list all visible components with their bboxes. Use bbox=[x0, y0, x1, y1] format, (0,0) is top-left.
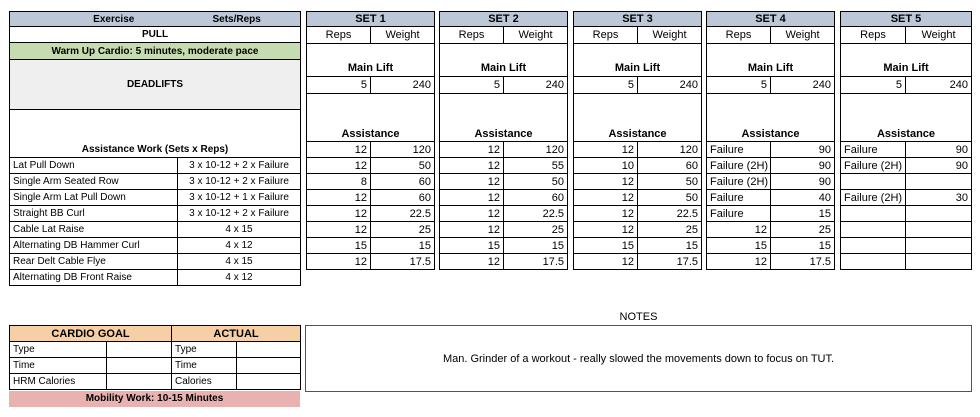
exercise-table bbox=[9, 11, 301, 286]
assistance-reps[interactable] bbox=[841, 174, 906, 190]
assistance-reps[interactable]: 12 bbox=[440, 142, 504, 158]
assistance-row bbox=[707, 254, 835, 270]
assistance-reps[interactable]: 15 bbox=[440, 238, 504, 254]
assistance-reps[interactable] bbox=[841, 254, 906, 270]
assistance-row bbox=[574, 238, 702, 254]
assistance-row bbox=[440, 222, 568, 238]
assistance-row bbox=[440, 158, 568, 174]
set-title: SET 5 bbox=[841, 12, 972, 27]
assistance-row bbox=[307, 222, 435, 238]
assistance-col-label: Assistance bbox=[307, 94, 435, 142]
main-lift-weight[interactable]: 240 bbox=[638, 77, 702, 94]
cardio-goal-header: CARDIO GOAL bbox=[10, 326, 172, 342]
assistance-reps[interactable]: 12 bbox=[440, 254, 504, 270]
assistance-weight[interactable]: 55 bbox=[504, 158, 568, 174]
goal-label: Type bbox=[10, 342, 107, 358]
assistance-weight[interactable]: 50 bbox=[371, 158, 435, 174]
assistance-row bbox=[440, 254, 568, 270]
assistance-weight[interactable]: 90 bbox=[771, 142, 835, 158]
weight-col-label: Weight bbox=[638, 27, 702, 44]
assistance-reps[interactable]: Failure (2H) bbox=[707, 158, 771, 174]
sets-reps-header: Sets/Reps bbox=[178, 12, 301, 27]
assistance-row bbox=[440, 238, 568, 254]
assistance-row bbox=[574, 254, 702, 270]
set-title: SET 4 bbox=[707, 12, 835, 27]
assistance-weight[interactable]: 120 bbox=[371, 142, 435, 158]
assistance-weight[interactable]: 25 bbox=[371, 222, 435, 238]
main-lift-weight[interactable]: 240 bbox=[504, 77, 568, 94]
main-lift-label: Main Lift bbox=[707, 61, 835, 77]
exercise-row bbox=[10, 222, 301, 238]
assistance-weight[interactable]: 25 bbox=[771, 222, 835, 238]
assistance-row bbox=[440, 174, 568, 190]
assistance-weight[interactable]: 90 bbox=[906, 158, 972, 174]
assistance-weight[interactable] bbox=[906, 254, 972, 270]
set-1-table bbox=[306, 11, 435, 270]
assistance-reps[interactable] bbox=[841, 206, 906, 222]
assistance-weight[interactable] bbox=[906, 206, 972, 222]
set-title: SET 2 bbox=[440, 12, 568, 27]
main-lift-reps[interactable]: 5 bbox=[707, 77, 771, 94]
main-lift-weight[interactable]: 240 bbox=[771, 77, 835, 94]
assistance-col-label: Assistance bbox=[841, 94, 972, 142]
assistance-row bbox=[307, 190, 435, 206]
actual-value[interactable] bbox=[237, 374, 301, 390]
assistance-row bbox=[307, 254, 435, 270]
assistance-reps[interactable]: 15 bbox=[574, 238, 638, 254]
exercise-name: Single Arm Seated Row bbox=[10, 174, 178, 190]
main-lift-label: Main Lift bbox=[440, 61, 568, 77]
assistance-weight[interactable]: 15 bbox=[771, 206, 835, 222]
actual-label: Calories bbox=[172, 374, 237, 390]
assistance-reps[interactable]: Failure bbox=[707, 142, 771, 158]
assistance-reps[interactable]: 12 bbox=[574, 142, 638, 158]
assistance-reps[interactable] bbox=[841, 222, 906, 238]
assistance-row bbox=[841, 222, 972, 238]
exercise-name: Rear Delt Cable Flye bbox=[10, 254, 178, 270]
assistance-weight[interactable]: 90 bbox=[906, 142, 972, 158]
actual-value[interactable] bbox=[237, 358, 301, 374]
assistance-row bbox=[707, 206, 835, 222]
exercise-row bbox=[10, 158, 301, 174]
assistance-reps[interactable]: 12 bbox=[574, 254, 638, 270]
assistance-reps[interactable]: 12 bbox=[574, 206, 638, 222]
assistance-row bbox=[574, 174, 702, 190]
assistance-reps[interactable]: 12 bbox=[440, 174, 504, 190]
assistance-reps[interactable]: 12 bbox=[307, 142, 371, 158]
assistance-row bbox=[307, 142, 435, 158]
main-lift-label: Main Lift bbox=[307, 61, 435, 77]
assistance-weight[interactable]: 15 bbox=[504, 238, 568, 254]
cardio-table bbox=[9, 325, 301, 390]
cardio-row bbox=[10, 358, 301, 374]
assistance-weight[interactable]: 90 bbox=[771, 174, 835, 190]
assistance-row bbox=[307, 174, 435, 190]
set-4-table bbox=[706, 11, 835, 270]
assistance-reps[interactable]: 15 bbox=[307, 238, 371, 254]
assistance-col-label: Assistance bbox=[440, 94, 568, 142]
assistance-weight[interactable]: 17.5 bbox=[771, 254, 835, 270]
assistance-col-label: Assistance bbox=[574, 94, 702, 142]
assistance-row bbox=[307, 238, 435, 254]
assistance-weight[interactable]: 22.5 bbox=[371, 206, 435, 222]
main-lift-name: DEADLIFTS bbox=[10, 60, 301, 110]
assistance-row bbox=[574, 190, 702, 206]
spacer bbox=[574, 44, 702, 61]
mobility-note: Mobility Work: 10-15 Minutes bbox=[9, 391, 300, 407]
main-lift-reps[interactable]: 5 bbox=[440, 77, 504, 94]
exercise-row bbox=[10, 174, 301, 190]
assistance-row bbox=[841, 158, 972, 174]
set-2-table bbox=[439, 11, 568, 270]
main-lift-reps[interactable]: 5 bbox=[841, 77, 906, 94]
set-title: SET 1 bbox=[307, 12, 435, 27]
assistance-row bbox=[440, 190, 568, 206]
assistance-reps[interactable]: 12 bbox=[440, 190, 504, 206]
weight-col-label: Weight bbox=[771, 27, 835, 44]
assistance-reps[interactable]: 12 bbox=[307, 206, 371, 222]
reps-col-label: Reps bbox=[574, 27, 638, 44]
assistance-reps[interactable]: 8 bbox=[307, 174, 371, 190]
assistance-reps[interactable]: 12 bbox=[440, 158, 504, 174]
assistance-reps[interactable]: 12 bbox=[307, 190, 371, 206]
set-3-table bbox=[573, 11, 702, 270]
exercise-name: Alternating DB Hammer Curl bbox=[10, 238, 178, 254]
exercise-name: Single Arm Lat Pull Down bbox=[10, 190, 178, 206]
assistance-weight[interactable]: 25 bbox=[638, 222, 702, 238]
assistance-reps[interactable]: 12 bbox=[440, 206, 504, 222]
assistance-row bbox=[307, 206, 435, 222]
exercise-scheme: 3 x 10-12 + 2 x Failure bbox=[178, 174, 301, 190]
assistance-weight[interactable]: 15 bbox=[771, 238, 835, 254]
exercise-scheme: 4 x 12 bbox=[178, 238, 301, 254]
assistance-row bbox=[574, 206, 702, 222]
spacer bbox=[841, 44, 972, 61]
exercise-row bbox=[10, 270, 301, 286]
reps-col-label: Reps bbox=[307, 27, 371, 44]
assistance-row bbox=[841, 254, 972, 270]
assistance-row bbox=[707, 158, 835, 174]
weight-col-label: Weight bbox=[371, 27, 435, 44]
exercise-row bbox=[10, 254, 301, 270]
assistance-reps[interactable]: 12 bbox=[707, 222, 771, 238]
assistance-weight[interactable]: 30 bbox=[906, 190, 972, 206]
weight-col-label: Weight bbox=[504, 27, 568, 44]
notes-text: Man. Grinder of a workout - really slowed the movements down to focus on TUT. bbox=[442, 352, 835, 365]
assistance-weight[interactable]: 50 bbox=[504, 174, 568, 190]
goal-value[interactable] bbox=[107, 342, 172, 358]
assistance-col-label: Assistance bbox=[707, 94, 835, 142]
assistance-reps[interactable]: 12 bbox=[307, 222, 371, 238]
assistance-weight[interactable]: 25 bbox=[504, 222, 568, 238]
assistance-reps[interactable]: 15 bbox=[707, 238, 771, 254]
goal-value[interactable] bbox=[107, 374, 172, 390]
workout-name: PULL bbox=[10, 27, 301, 43]
assistance-reps[interactable]: 10 bbox=[574, 158, 638, 174]
exercise-scheme: 3 x 10-12 + 2 x Failure bbox=[178, 158, 301, 174]
exercise-name: Lat Pull Down bbox=[10, 158, 178, 174]
assistance-row bbox=[307, 158, 435, 174]
assistance-row bbox=[707, 142, 835, 158]
main-lift-reps[interactable]: 5 bbox=[574, 77, 638, 94]
assistance-weight[interactable]: 60 bbox=[371, 190, 435, 206]
exercise-scheme: 4 x 15 bbox=[178, 222, 301, 238]
assistance-row bbox=[707, 190, 835, 206]
assistance-weight[interactable]: 17.5 bbox=[504, 254, 568, 270]
assistance-weight[interactable]: 120 bbox=[638, 142, 702, 158]
warmup-note: Warm Up Cardio: 5 minutes, moderate pace bbox=[10, 43, 301, 60]
exercise-scheme: 3 x 10-12 + 1 x Failure bbox=[178, 190, 301, 206]
actual-value[interactable] bbox=[237, 342, 301, 358]
assistance-weight[interactable] bbox=[906, 174, 972, 190]
spacer bbox=[440, 44, 568, 61]
assistance-weight[interactable]: 90 bbox=[771, 158, 835, 174]
assistance-row bbox=[440, 142, 568, 158]
assistance-row bbox=[574, 158, 702, 174]
main-lift-label: Main Lift bbox=[574, 61, 702, 77]
assistance-reps[interactable]: Failure bbox=[841, 142, 906, 158]
assistance-reps[interactable]: Failure bbox=[707, 206, 771, 222]
goal-label: Time bbox=[10, 358, 107, 374]
main-lift-weight[interactable]: 240 bbox=[371, 77, 435, 94]
cardio-actual-header: ACTUAL bbox=[172, 326, 301, 342]
exercise-name: Cable Lat Raise bbox=[10, 222, 178, 238]
set-5-table bbox=[840, 11, 972, 270]
assistance-weight[interactable]: 22.5 bbox=[504, 206, 568, 222]
exercise-row bbox=[10, 206, 301, 222]
cardio-row bbox=[10, 342, 301, 358]
reps-col-label: Reps bbox=[440, 27, 504, 44]
assistance-row bbox=[841, 206, 972, 222]
exercise-header: Exercise bbox=[10, 12, 178, 27]
actual-label: Time bbox=[172, 358, 237, 374]
exercise-scheme: 3 x 10-12 + 2 x Failure bbox=[178, 206, 301, 222]
reps-col-label: Reps bbox=[707, 27, 771, 44]
exercise-name: Straight BB Curl bbox=[10, 206, 178, 222]
assistance-weight[interactable]: 50 bbox=[638, 190, 702, 206]
assistance-weight[interactable]: 60 bbox=[638, 158, 702, 174]
assistance-row bbox=[707, 174, 835, 190]
assistance-weight[interactable]: 120 bbox=[504, 142, 568, 158]
assistance-weight[interactable]: 22.5 bbox=[638, 206, 702, 222]
assistance-reps[interactable]: Failure (2H) bbox=[841, 190, 906, 206]
weight-col-label: Weight bbox=[906, 27, 972, 44]
assistance-row bbox=[707, 238, 835, 254]
assistance-row bbox=[841, 174, 972, 190]
assistance-weight[interactable]: 15 bbox=[638, 238, 702, 254]
assistance-reps[interactable]: 12 bbox=[307, 254, 371, 270]
assistance-weight[interactable]: 17.5 bbox=[638, 254, 702, 270]
assistance-reps[interactable]: 12 bbox=[440, 222, 504, 238]
spacer bbox=[707, 44, 835, 61]
set-title: SET 3 bbox=[574, 12, 702, 27]
assistance-reps[interactable]: 12 bbox=[707, 254, 771, 270]
actual-label: Type bbox=[172, 342, 237, 358]
assistance-weight[interactable]: 60 bbox=[371, 174, 435, 190]
assistance-reps[interactable] bbox=[841, 238, 906, 254]
exercise-scheme: 4 x 12 bbox=[178, 270, 301, 286]
spacer bbox=[307, 44, 435, 61]
cardio-row bbox=[10, 374, 301, 390]
assistance-reps[interactable]: Failure (2H) bbox=[707, 174, 771, 190]
assistance-weight[interactable] bbox=[906, 222, 972, 238]
notes-box[interactable] bbox=[305, 325, 972, 392]
assistance-row bbox=[841, 238, 972, 254]
assistance-label: Assistance Work (Sets x Reps) bbox=[10, 110, 301, 158]
goal-value[interactable] bbox=[107, 358, 172, 374]
assistance-reps[interactable]: Failure (2H) bbox=[841, 158, 906, 174]
exercise-row bbox=[10, 238, 301, 254]
assistance-weight[interactable] bbox=[906, 238, 972, 254]
exercise-scheme: 4 x 15 bbox=[178, 254, 301, 270]
assistance-reps[interactable]: 12 bbox=[574, 222, 638, 238]
assistance-row bbox=[841, 142, 972, 158]
reps-col-label: Reps bbox=[841, 27, 906, 44]
assistance-weight[interactable]: 60 bbox=[504, 190, 568, 206]
assistance-row bbox=[574, 222, 702, 238]
assistance-reps[interactable]: 12 bbox=[307, 158, 371, 174]
goal-label: HRM Calories bbox=[10, 374, 107, 390]
exercise-row bbox=[10, 190, 301, 206]
assistance-weight[interactable]: 15 bbox=[371, 238, 435, 254]
notes-title: NOTES bbox=[619, 311, 658, 323]
assistance-reps[interactable]: 12 bbox=[574, 190, 638, 206]
main-lift-reps[interactable]: 5 bbox=[307, 77, 371, 94]
main-lift-weight[interactable]: 240 bbox=[906, 77, 972, 94]
assistance-row bbox=[841, 190, 972, 206]
assistance-row bbox=[707, 222, 835, 238]
assistance-row bbox=[440, 206, 568, 222]
main-lift-label: Main Lift bbox=[841, 61, 972, 77]
assistance-reps[interactable]: 12 bbox=[574, 174, 638, 190]
assistance-row bbox=[574, 142, 702, 158]
exercise-name: Alternating DB Front Raise bbox=[10, 270, 178, 286]
assistance-weight[interactable]: 50 bbox=[638, 174, 702, 190]
assistance-reps[interactable]: Failure bbox=[707, 190, 771, 206]
assistance-weight[interactable]: 40 bbox=[771, 190, 835, 206]
assistance-weight[interactable]: 17.5 bbox=[371, 254, 435, 270]
